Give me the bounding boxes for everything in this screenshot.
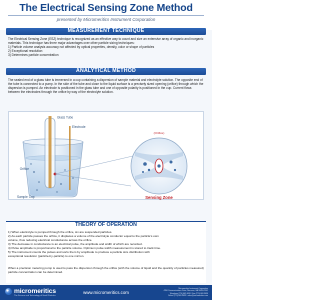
title-divider — [8, 15, 204, 16]
contact-line: Sales: (770) 662-3633 / sales@micromeritics.com — [168, 294, 208, 297]
analytical-text: The sealed end of a glass tube is immersed in a cup containing a dispersion of sample material and electrolyte solution. The opposite end of the tube is connected to a pump. In the side of the tube and close to the liquid surface is a precisely sized opening (orifice) through which the dispersion is pumped. An electrode is positioned in the glass tube and one of opposite polarity is positioned in the cup. Current flows between the electrodes through the orifice by way of the electrolyte solution. — [8, 78, 204, 95]
advantage-item: 2) Exceptional resolution — [8, 49, 43, 54]
advantage-item: 1) Particle volume analysis accuracy not affected by optical properties, density, color or shape of particles — [8, 45, 155, 50]
sensing-zone-diagram — [8, 111, 204, 200]
theory-step: volume, thus reducing electrical conductance across the orifice. — [8, 238, 93, 242]
analytical-body — [8, 78, 204, 94]
tube-electrode — [49, 116, 52, 188]
advantage-item: 3) Determines particle concentration — [8, 53, 59, 58]
label-sensing-zone: Sensing Zone — [145, 195, 173, 200]
footer — [0, 285, 212, 300]
brand-tagline: The Science and Technology of Small Particles — [14, 295, 56, 297]
logo-icon — [5, 288, 12, 295]
header — [0, 0, 212, 30]
measurement-intro: The Electrical Sensing Zone (ESZ) technique is recognized as an effective way to count and size an extensive array of organic and inorganic materials. This technique has three major advantages over other particle sizing techniques: — [8, 37, 204, 46]
theory-step: 5) The instrument counts the pulses and sorts them by amplitude to produce a particle size distribution with — [8, 250, 150, 254]
analytical-heading: ANALYTICAL METHOD — [76, 68, 136, 74]
label-orifice: Orifice — [19, 167, 29, 171]
brand-logo[interactable] — [5, 288, 67, 297]
theory-heading: THEORY OF OPERATION — [75, 222, 137, 228]
theory-step: 2) As each particle passes the orifice, it displaces a volume of the electrolyte conductor equal to the particle's own — [8, 234, 159, 238]
brand-name: micromeritics — [14, 287, 56, 295]
page-title: The Electrical Sensing Zone Method — [19, 3, 193, 14]
label-sensing-zone-sub: (Orifice) — [153, 131, 165, 135]
diagram-svg — [9, 112, 205, 201]
label-electrode: Electrode — [72, 125, 86, 129]
contact-line: 4356 Communications Drive, Norcross, GA 30093-2901 — [163, 290, 208, 293]
theory-note: When a precision metering pump is used to pass the dispersion through the orifice (with the volume of liquid and the quantity of particles measured) particle concentration can be determined. — [8, 266, 204, 274]
measurement-heading-bar — [6, 28, 206, 35]
contact-info — [148, 288, 208, 297]
measurement-heading: MEASUREMENT TECHNIQUE — [67, 28, 145, 34]
website-link[interactable]: www.micromeritics.com — [83, 289, 129, 295]
contact-line: Telephone (770) 662-3620 / Fax (770) 662-3696 — [169, 292, 208, 295]
theory-section — [6, 221, 206, 283]
theory-steps — [8, 230, 204, 258]
theory-step: 1) When electrolyte is pumped through the orifice, six are suspended particles. — [8, 230, 113, 234]
theory-step: exceptional resolution (particle-by-particle) to one micron. — [8, 254, 85, 258]
contact-line: Micromeritics Instrument Corporation — [178, 288, 208, 290]
theory-step: 4) Pulse amplitude is proportional to the particle volume. Optimum pulse width measurement is stored to track time. — [8, 246, 161, 250]
cup-electrode — [69, 126, 71, 190]
page-subtitle: presented by Micromeritics Instrument Corporation — [56, 17, 156, 22]
analytical-heading-bar — [6, 68, 206, 75]
measurement-body — [8, 37, 204, 57]
label-glass-tube: Glass Tube — [57, 115, 74, 120]
theory-step: 3) The decrease in conductance is an electrical pulse, the amplitude and width of which are recorded. — [8, 242, 143, 246]
label-sample-cup: Sample Cup — [17, 195, 35, 199]
